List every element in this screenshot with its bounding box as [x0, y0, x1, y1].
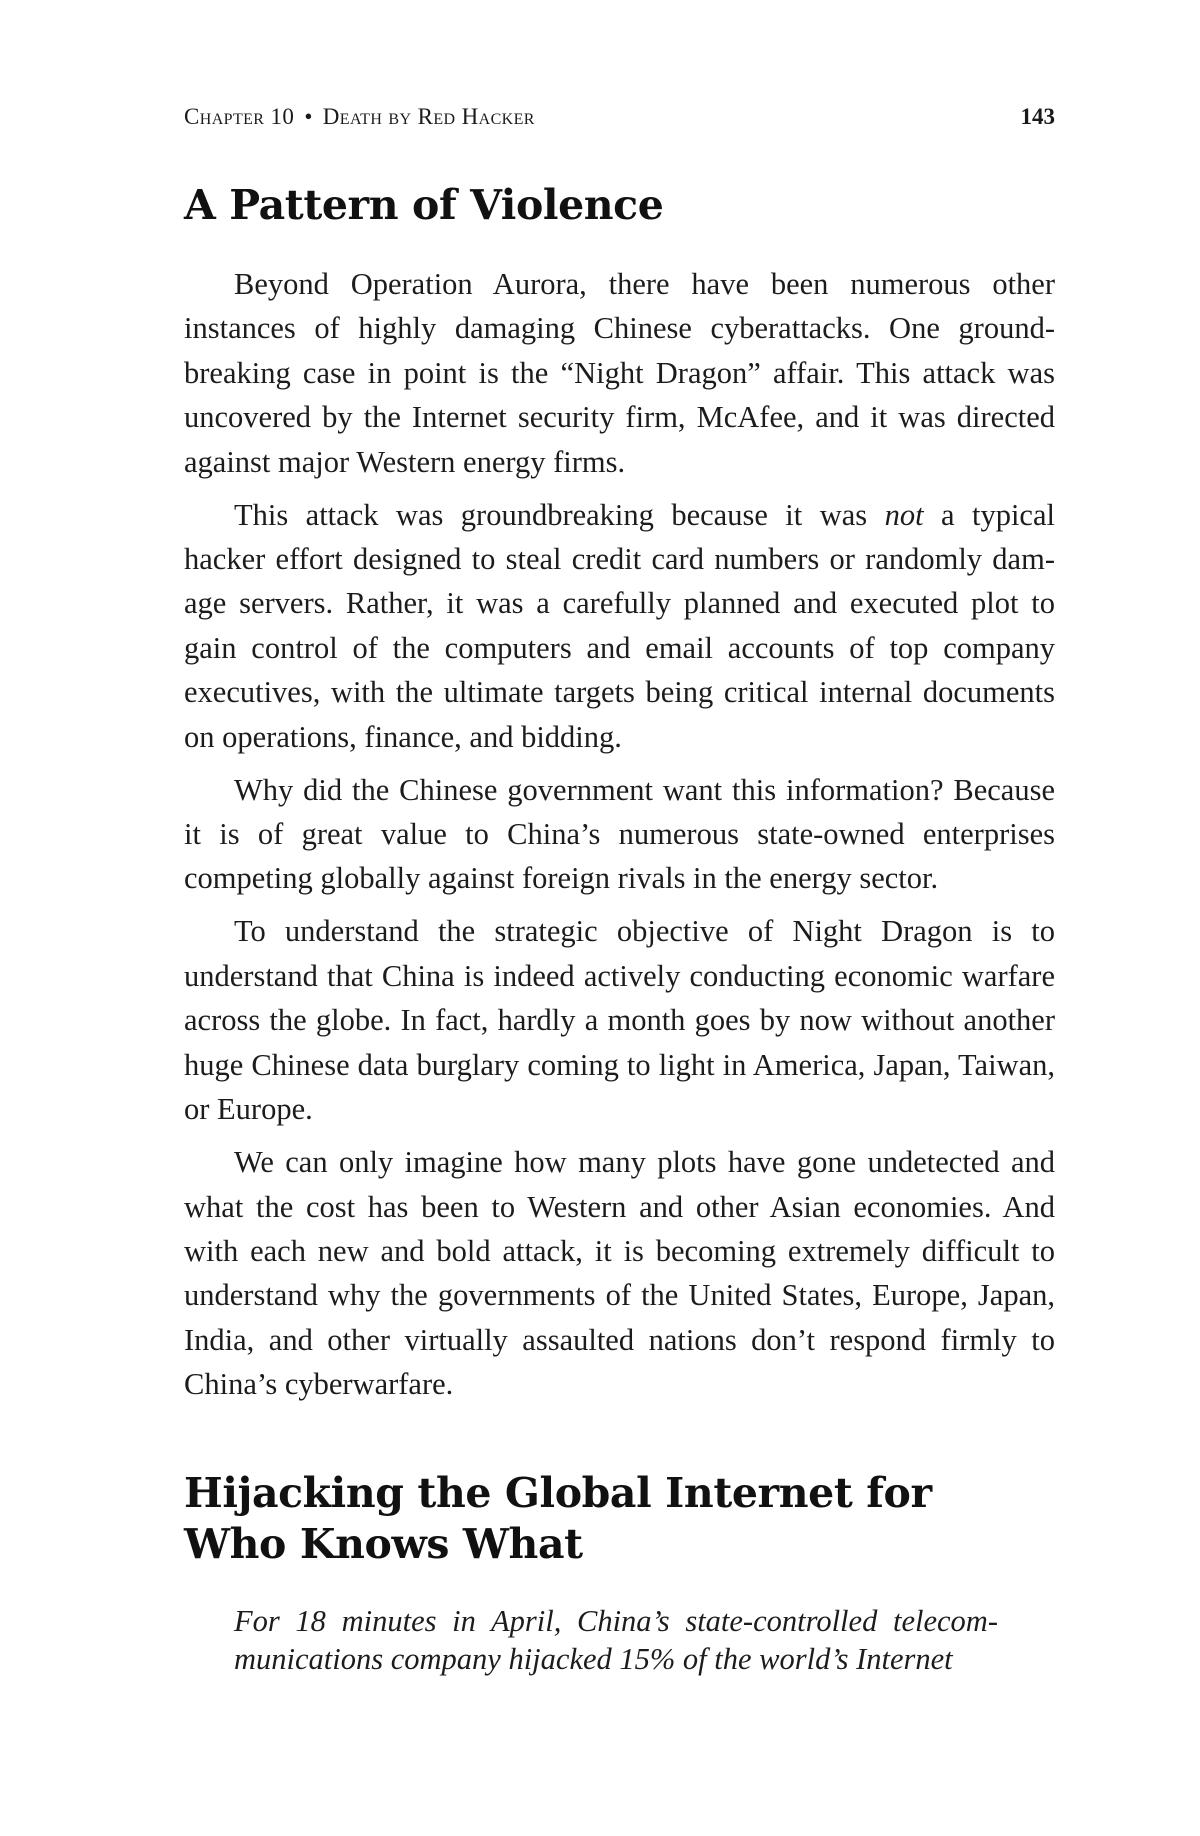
paragraph-1	[184, 262, 1055, 484]
running-title	[184, 104, 535, 130]
chapter-label: Chapter 10	[184, 104, 295, 129]
paragraph-text: Beyond Operation Aurora, there have been numerous other instances of highly damaging Chinese cyberattacks. One groundbreaking case in point is the “Night Dragon” affair. This attack was uncovered by the Internet security firm, McAfee, and it was directed against major Western energy firms.	[184, 267, 1055, 479]
chapter-title: Death by Red Hacker	[322, 104, 535, 129]
epigraph-text: For 18 minutes in April, China’s state-controlled telecommunications company hijacked 15% of the world’s Internet	[234, 1604, 998, 1676]
paragraph-text: Why did the Chinese government want this information? Because it is of great value to China’s numerous state-owned enterprises competing globally against foreign rivals in the energy sector.	[184, 772, 1055, 896]
paragraph-text: This attack was groundbreaking because it was	[234, 497, 885, 532]
section-heading-pattern-of-violence: A Pattern of Violence	[184, 181, 664, 229]
paragraph-4	[184, 909, 1055, 1131]
running-head	[184, 104, 1055, 132]
paragraph-text: a typical hacker effort designed to steal credit card numbers or randomly damage servers. Rather, it was a carefully planned and executed plot to gain control of the computers and email accounts of top company executives, with the ultimate targets being critical internal documents on operations, finance, and bidding.	[184, 497, 1055, 754]
separator-dot: •	[304, 104, 313, 129]
paragraph-2	[184, 493, 1055, 759]
heading-line-1: Hijacking the Global Internet for	[184, 1469, 932, 1517]
paragraph-5	[184, 1140, 1055, 1406]
heading-line-2: Who Knows What	[184, 1520, 583, 1568]
section-heading-hijacking	[184, 1468, 1064, 1570]
paragraph-text: To understand the strategic objective of Night Dragon is to understand that China is indeed actively conducting economic warfare across the globe. In fact, hardly a month goes by now without another huge Chinese data burglary coming to light in America, Japan, Taiwan, or Europe.	[184, 914, 1055, 1127]
paragraph-3	[184, 768, 1055, 901]
paragraph-text: We can only imagine how many plots have gone undetected and what the cost has been to Western and other Asian economies. And with each new and bold attack, it is becoming extremely difficult to understand why the governments of the United States, Europe, Japan, India, and other virtually assaulted nations don’t respond firmly to China’s cyberwarfare.	[184, 1145, 1055, 1402]
page-number: 143	[1020, 104, 1055, 129]
emphasis-not: not	[884, 497, 924, 532]
section-body	[184, 262, 1055, 1415]
epigraph	[234, 1602, 998, 1678]
